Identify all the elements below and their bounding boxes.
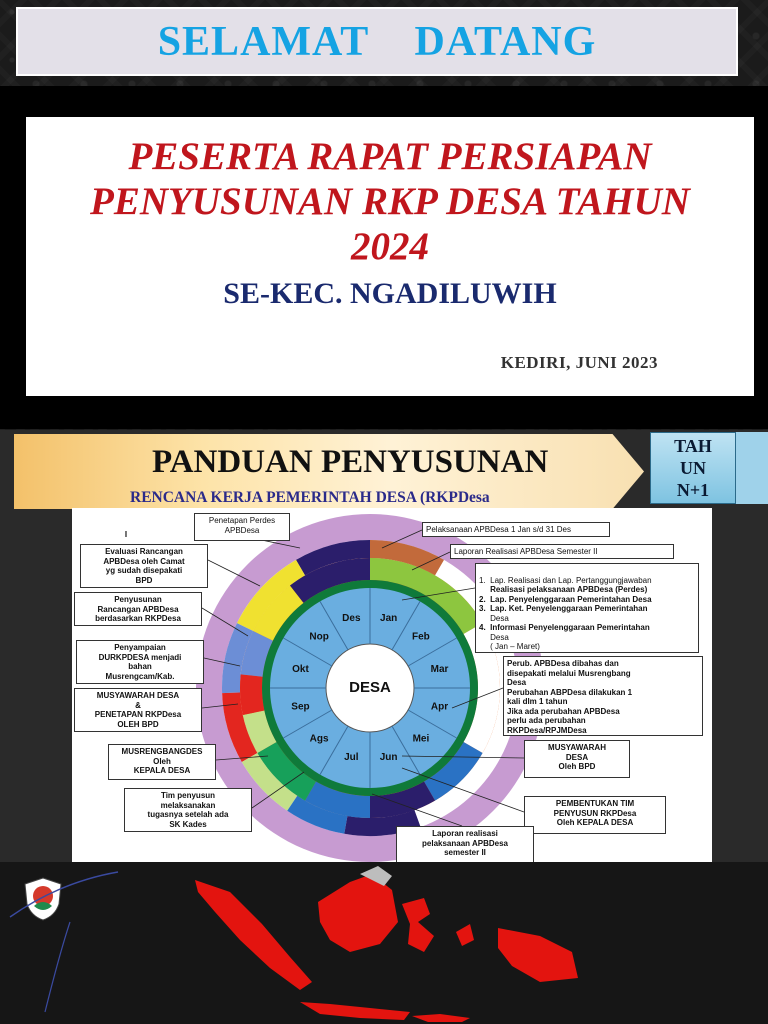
report-item: 3. Lap. Ket. Penyelenggaraan Pemerintahan [479,604,648,613]
callout-penetapan-perdes: Penetapan Perdes APBDesa [194,513,290,541]
year-tab [650,432,736,504]
title-line-1: PESERTA RAPAT PERSIAPAN [128,135,652,178]
report-item: 2. Lap. Penyelenggaraan Pemerintahan Desa [479,594,652,604]
marker-label: I [124,530,128,539]
map-islands [195,866,578,1022]
month-label-okt: Okt [292,664,309,676]
month-label-mar: Mar [430,664,449,676]
center-label: DESA [349,678,391,696]
callout-laporan-list [475,563,699,653]
callout-musrenbangdes: MUSRENGBANGDES Oleh KEPALA DESA [108,744,216,780]
callout-pelaksanaan: Pelaksanaan APBDesa 1 Jan s/d 31 Des [422,522,610,537]
year-tab-line-3: N+1 [676,480,710,500]
callout-musyawarah-penetapan: MUSYAWARAH DESA & PENETAPAN RKPDesa OLEH BPD [74,688,202,732]
month-label-ags: Ags [309,733,329,745]
report-item: 1. Lap. Realisasi dan Lap. Pertanggungjawaban [479,575,652,585]
year-tab-line-2: UN [680,458,706,478]
title-line-3: 2024 [351,225,429,268]
month-label-jun: Jun [379,752,398,764]
callout-perubahan: Perub. APBDesa dibahas dan disepakati melalui Musrengbang Desa Perubahan ABPDesa dilakukan 1 kali dlm 1 tahun Jika ada perubahan APBDesa perlu ada perubahan RKPDesa/RPJMDesa [503,656,703,736]
island-papua [498,928,578,982]
month-label-nop: Nop [309,631,329,643]
island-sulawesi [402,898,434,952]
callout-penyampaian: Penyampaian DURKPDESA menjadi bahan Musrengcam/Kab. [76,640,204,684]
callout-musyawarah-bpd: MUSYAWARAH DESA Oleh BPD [524,740,630,778]
month-label-mei: Mei [412,733,430,745]
island-sumatra [195,880,312,990]
segment-sep-okt [240,674,264,715]
cycle-diagram-panel [72,508,712,866]
callout-laporan-semester: Laporan Realisasi APBDesa Semester II [450,544,674,559]
callout-laporan-realisasi: Laporan realisasi pelaksanaan APBDesa semester II [396,826,534,864]
title-card [26,117,754,396]
title-heading [26,134,754,269]
indonesia-map [0,862,768,1024]
report-item: 4. Informasi Penyelenggaraan Pemerintahan [479,623,650,632]
year-tab-backdrop [736,432,768,504]
decor-curve-2 [45,922,70,1012]
report-item: Desa [479,632,509,642]
callout-evaluasi: Evaluasi Rancangan APBDesa oleh Camat yg sudah disepakati BPD [80,544,208,588]
report-item: ( Jan – Maret) [479,642,540,651]
island-kalimantan [318,874,398,952]
month-label-des: Des [342,613,361,625]
month-label-jan: Jan [380,613,398,625]
report-item: Realisasi pelaksanaan APBDesa (Perdes) [479,585,648,594]
report-item: Desa [479,613,509,623]
welcome-text: SELAMAT DATANG [157,18,597,65]
year-tab-line-1: TAH [674,436,712,456]
month-label-jul: Jul [344,752,359,764]
decor-curve [10,872,118,917]
callout-penyusunan: Penyusunan Rancangan APBDesa berdasarkan RKPDesa [74,592,202,626]
island-nusa-tenggara [412,1014,470,1022]
month-label-sep: Sep [291,701,310,713]
callout-pembentukan-tim: PEMBENTUKAN TIM PENYUSUN RKPDesa Oleh KEPALA DESA [524,796,666,834]
place-date: KEDIRI, JUNI 2023 [500,353,658,372]
title-subtitle: SE-KEC. NGADILUWIH [223,277,557,310]
guide-title: PANDUAN PENYUSUNAN [152,444,549,480]
month-label-feb: Feb [412,631,430,643]
month-label-apr: Apr [430,701,449,713]
title-line-2: PENYUSUNAN RKP DESA TAHUN [90,180,690,223]
island-java [300,1002,410,1020]
callout-tim-penyusun: Tim penyusun melaksanakan tugasnya setelah ada SK Kades [124,788,252,832]
island-maluku [456,924,474,946]
welcome-banner [16,7,738,76]
guide-subtitle: RENCANA KERJA PEMERINTAH DESA (RKPDesa [130,489,490,506]
